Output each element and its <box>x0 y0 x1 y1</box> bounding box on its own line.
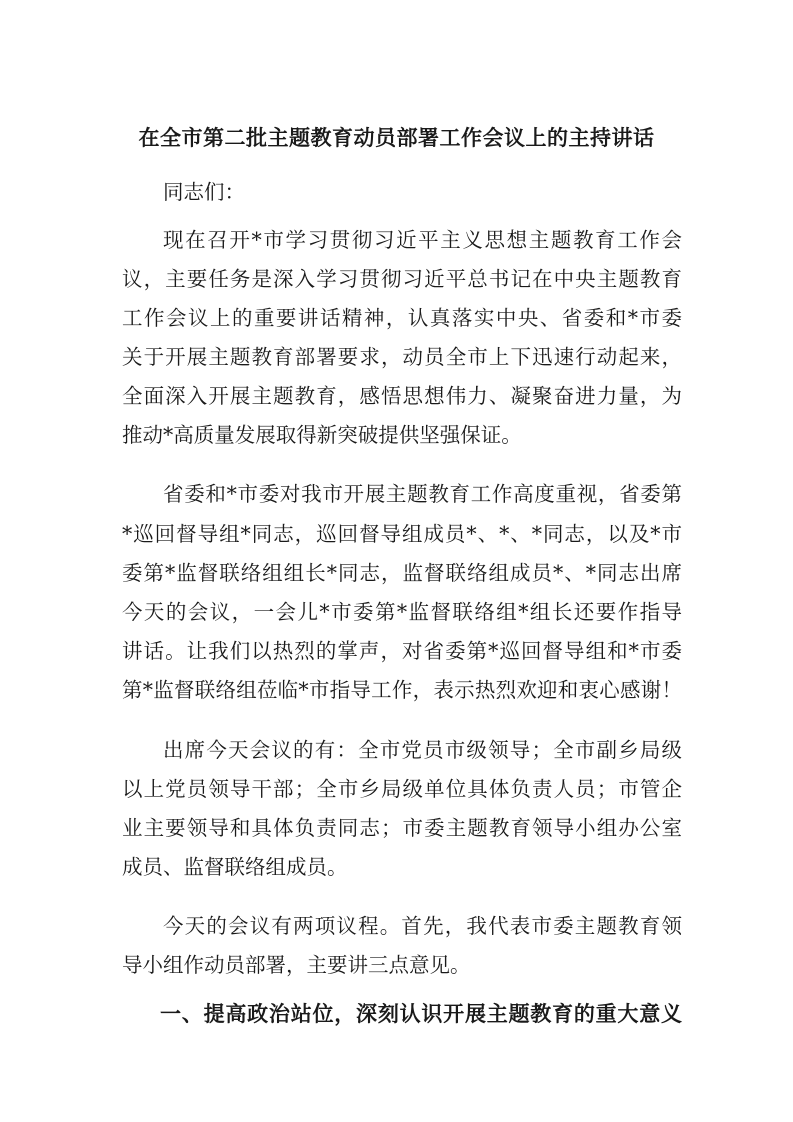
paragraph-line: 现在召开*市学习贯彻习近平主义思想主题教育工作会 <box>163 228 682 252</box>
paragraph-line: 今天的会议，一会儿*市委第*监督联络组*组长还要作指导 <box>122 600 682 624</box>
document-title: 在全市第二批主题教育动员部署工作会议上的主持讲话 <box>138 125 655 150</box>
paragraph-line: 委第*监督联络组组长*同志，监督联络组成员*、*同志出席 <box>122 561 682 585</box>
paragraph-line: 讲话。让我们以热烈的掌声，对省委第*巡回督导组和*市委 <box>122 639 682 663</box>
paragraph-line: 议，主要任务是深入学习贯彻习近平总书记在中央主题教育 <box>122 267 682 291</box>
paragraph-line: 导小组作动员部署，主要讲三点意见。 <box>122 953 471 977</box>
paragraph-line: 出席今天会议的有：全市党员市级领导；全市副乡局级 <box>163 738 682 762</box>
paragraph-line: 以上党员领导干部；全市乡局级单位具体负责人员；市管企 <box>122 777 682 801</box>
paragraph-line: 第*监督联络组莅临*市指导工作，表示热烈欢迎和衷心感谢！ <box>122 678 682 702</box>
paragraph-line: 全面深入开展主题教育，感悟思想伟力、凝聚奋进力量，为 <box>122 384 682 408</box>
paragraph-line: *巡回督导组*同志，巡回督导组成员*、*、*同志，以及*市 <box>122 522 682 546</box>
paragraph-line: 工作会议上的重要讲话精神，认真落实中央、省委和*市委 <box>122 306 682 330</box>
paragraph-line: 推动*高质量发展取得新突破提供坚强保证。 <box>122 423 522 447</box>
paragraph-line: 关于开展主题教育部署要求，动员全市上下迅速行动起来， <box>122 345 682 369</box>
paragraph-line: 省委和*市委对我市开展主题教育工作高度重视，省委第 <box>163 482 682 506</box>
paragraph-line: 成员、监督联络组成员。 <box>122 855 348 879</box>
paragraph-line: 今天的会议有两项议程。首先，我代表市委主题教育领 <box>163 914 682 938</box>
paragraph-line: 业主要领导和具体负责同志；市委主题教育领导小组办公室 <box>122 816 682 840</box>
section-heading: 一、提高政治站位，深刻认识开展主题教育的重大意义 <box>160 1001 682 1026</box>
salutation: 同志们： <box>163 180 245 204</box>
